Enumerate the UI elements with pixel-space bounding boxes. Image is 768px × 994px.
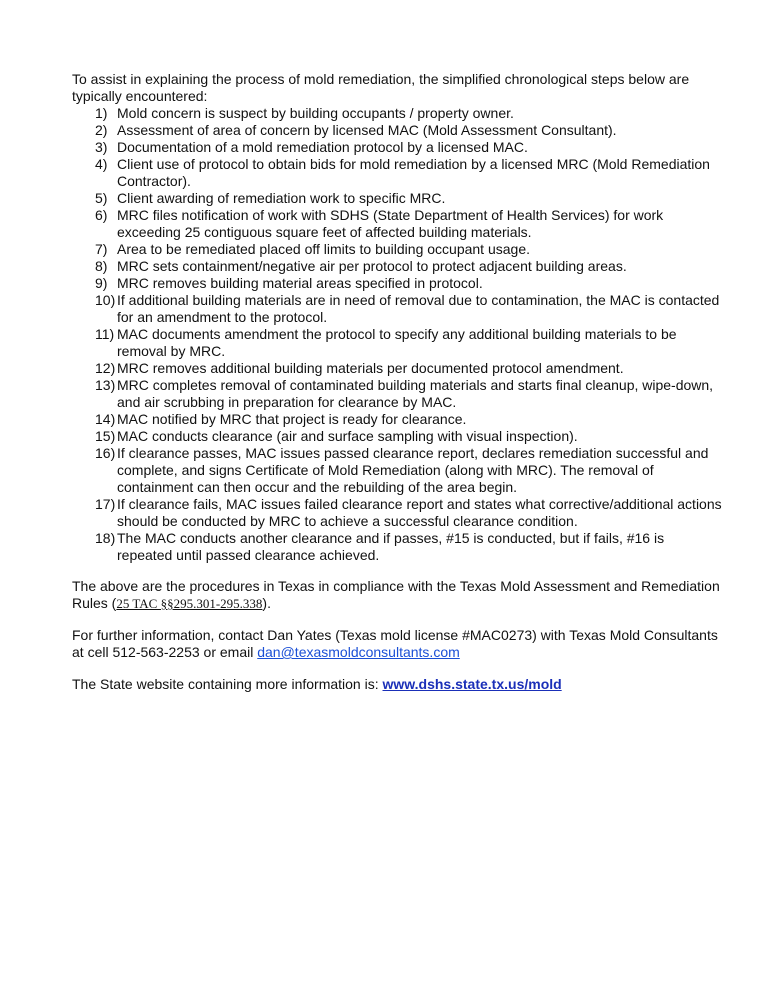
email-link[interactable]: dan@texasmoldconsultants.com [257,644,460,660]
procedures-paragraph [72,578,722,612]
list-item [72,105,722,122]
step-text: MRC removes additional building materials per documented protocol amendment. [117,360,624,376]
step-text: If clearance passes, MAC issues passed clearance report, declares remediation successful and complete, and signs Certificate of Mold Remediation (along with MRC). The removal of containment can then occur and the rebuilding of the area begin. [117,445,709,495]
step-text: Mold concern is suspect by building occupants / property owner. [117,105,514,121]
step-number: 12) [95,360,116,376]
procedures-text: The above are the procedures in Texas in compliance with the Texas Mold Assessment and Remediation Rules ( [72,578,720,611]
list-item [72,292,722,326]
step-number: 14) [95,411,116,427]
step-number: 4) [95,156,108,172]
step-text: MAC notified by MRC that project is ready for clearance. [117,411,467,427]
step-text: Client use of protocol to obtain bids for mold remediation by a licensed MRC (Mold Remediation Contractor). [117,156,710,189]
step-text: The MAC conducts another clearance and if passes, #15 is conducted, but if fails, #16 is repeated until passed clearance achieved. [117,530,665,563]
step-number: 5) [95,190,108,206]
step-text: MRC sets containment/negative air per protocol to protect adjacent building areas. [117,258,627,274]
list-item [72,377,722,411]
step-text: Client awarding of remediation work to specific MRC. [117,190,446,206]
step-number: 2) [95,122,108,138]
website-paragraph [72,676,722,693]
step-number: 9) [95,275,108,291]
list-item [72,207,722,241]
state-website-link[interactable]: www.dshs.state.tx.us/mold [382,676,562,692]
list-item [72,411,722,428]
step-number: 8) [95,258,108,274]
tac-reference-link[interactable]: 25 TAC §§295.301-295.338 [116,596,263,611]
step-number: 18) [95,530,116,546]
step-number: 13) [95,377,116,393]
remediation-steps-list [72,105,722,564]
step-text: Area to be remediated placed off limits to building occupant usage. [117,241,530,257]
list-item [72,156,722,190]
document-page [72,71,722,693]
list-item [72,530,722,564]
step-number: 15) [95,428,116,444]
list-item [72,496,722,530]
step-text: MAC documents amendment the protocol to specify any additional building materials to be removal by MRC. [117,326,677,359]
step-text: If additional building materials are in need of removal due to contamination, the MAC is contacted for an amendment to the protocol. [117,292,720,325]
list-item [72,241,722,258]
step-text: MRC removes building material areas specified in protocol. [117,275,483,291]
list-item [72,122,722,139]
list-item [72,428,722,445]
step-text: MRC completes removal of contaminated building materials and starts final cleanup, wipe-down, and air scrubbing in preparation for clearance by MAC. [117,377,714,410]
step-text: If clearance fails, MAC issues failed clearance report and states what corrective/additional actions should be conducted by MRC to achieve a successful clearance condition. [117,496,722,529]
list-item [72,326,722,360]
step-text: Assessment of area of concern by licensed MAC (Mold Assessment Consultant). [117,122,617,138]
step-number: 3) [95,139,108,155]
step-number: 11) [95,326,115,342]
list-item [72,139,722,156]
list-item [72,275,722,292]
contact-paragraph [72,627,722,661]
list-item [72,360,722,377]
step-number: 6) [95,207,108,223]
list-item [72,190,722,207]
procedures-closing: ). [262,595,271,611]
step-number: 17) [95,496,116,512]
step-text: MRC files notification of work with SDHS (State Department of Health Services) for work exceeding 25 contiguous square feet of affected building materials. [117,207,664,240]
intro-paragraph: To assist in explaining the process of mold remediation, the simplified chronological steps below are typically encountered: [72,71,690,104]
list-item [72,258,722,275]
step-text: MAC conducts clearance (air and surface sampling with visual inspection). [117,428,578,444]
website-text: The State website containing more information is: [72,676,383,692]
step-number: 7) [95,241,108,257]
step-number: 1) [95,105,108,121]
list-item [72,445,722,496]
contact-text: For further information, contact Dan Yates (Texas mold license #MAC0273) with Texas Mold Consultants at cell 512-563-2253 or email [72,627,718,660]
step-text: Documentation of a mold remediation protocol by a licensed MAC. [117,139,528,155]
step-number: 16) [95,445,116,461]
step-number: 10) [95,292,116,308]
